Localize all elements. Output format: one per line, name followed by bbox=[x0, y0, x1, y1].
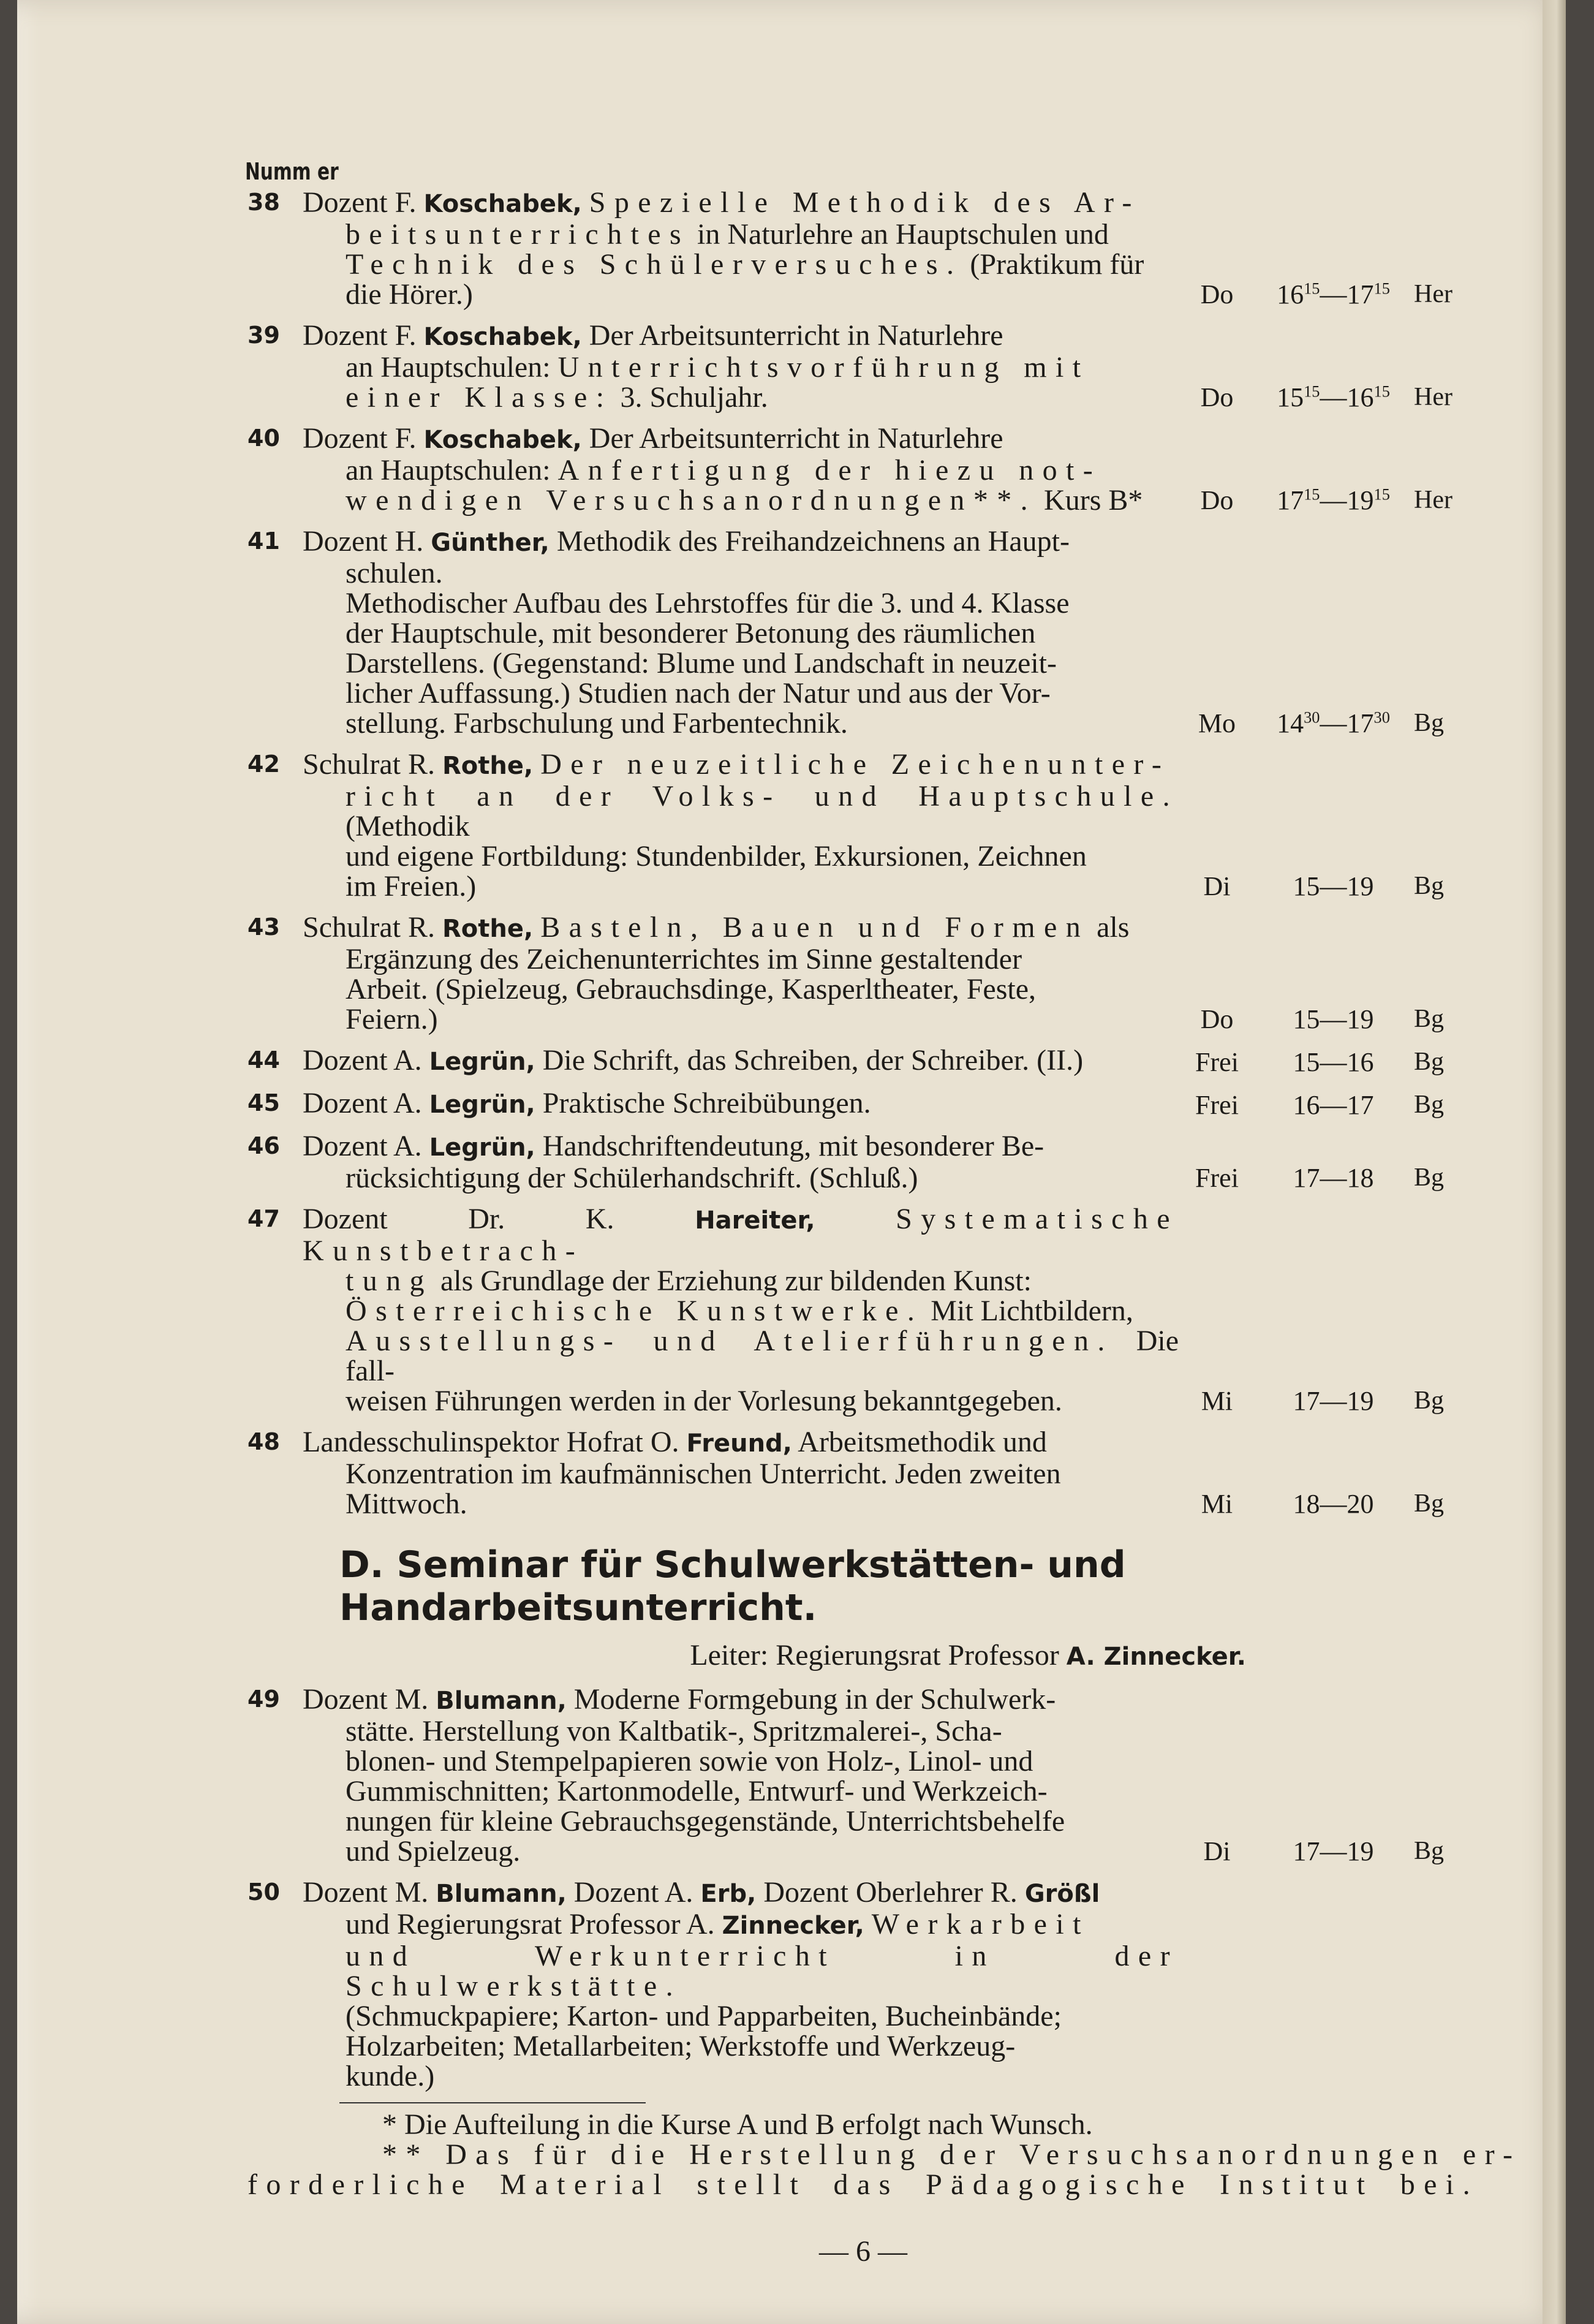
course-entry bbox=[247, 187, 1479, 309]
description-line bbox=[303, 1684, 1179, 1716]
text-segment: beitsunterrichtes bbox=[346, 218, 690, 251]
text-segment: Arbeit. (Spielzeug, Gebrauchsdinge, Kasperltheater, Feste, bbox=[346, 973, 1037, 1005]
time-start: 16 bbox=[1293, 1090, 1320, 1120]
footnote-2-line-2: forderliche Material stellt das Pädagogische Institut bei. bbox=[247, 2168, 1479, 2201]
time-end: 19 bbox=[1347, 485, 1374, 515]
description-line bbox=[303, 1004, 1179, 1034]
description-line bbox=[303, 841, 1179, 871]
text-segment: Spezielle Methodik des Ar- bbox=[589, 186, 1141, 219]
description-line bbox=[303, 526, 1179, 558]
description-line bbox=[303, 1716, 1179, 1746]
text-segment: in Naturlehre an Hauptschulen und bbox=[690, 218, 1109, 251]
lecturer-title: Schulrat R. bbox=[303, 911, 442, 944]
footnote-rule bbox=[339, 2102, 646, 2103]
time-start: 16 bbox=[1277, 279, 1304, 309]
time-end: 19 bbox=[1347, 1836, 1374, 1866]
description-line bbox=[303, 1877, 1179, 1909]
text-segment: einer Klasse: bbox=[346, 381, 613, 414]
lecturer-name: Freund, bbox=[686, 1429, 792, 1458]
time-end: 16 bbox=[1347, 1047, 1374, 1077]
time-start: 17 bbox=[1293, 1836, 1320, 1866]
course-place: Bg bbox=[1414, 872, 1445, 900]
page-content bbox=[245, 158, 1522, 2268]
course-number: 41 bbox=[247, 528, 280, 555]
course-number: 46 bbox=[247, 1132, 280, 1159]
description-line bbox=[303, 1427, 1179, 1459]
description-line bbox=[303, 1489, 1179, 1519]
text-segment: blonen- und Stempelpapieren sowie von Holz-, Linol- und bbox=[346, 1745, 1033, 1777]
description-line bbox=[303, 974, 1179, 1004]
course-time bbox=[1255, 279, 1411, 309]
description-line bbox=[303, 944, 1179, 974]
text-segment: richt an der Volks- und Hauptschule. bbox=[346, 780, 1179, 812]
lecturer-title: Dozent A. bbox=[303, 1130, 429, 1162]
lecturer-title: Schulrat R. bbox=[303, 748, 442, 781]
course-place: Bg bbox=[1414, 1489, 1445, 1518]
text-segment: Anfertigung der hiezu not- bbox=[557, 454, 1102, 486]
course-description bbox=[303, 1131, 1179, 1193]
time-start: 15 bbox=[1277, 382, 1304, 412]
leader-prefix: Leiter: Regierungsrat Professor bbox=[690, 1639, 1059, 1671]
lecturer-title: Dozent H. bbox=[303, 525, 431, 558]
text-segment: Dozent Oberlehrer R. bbox=[756, 1876, 1025, 1909]
course-place: Bg bbox=[1414, 1005, 1445, 1033]
time-dash: — bbox=[1320, 1047, 1347, 1077]
course-entry bbox=[247, 1204, 1479, 1416]
text-segment: Moderne Formgebung in der Schulwerk- bbox=[573, 1683, 1056, 1716]
description-line bbox=[303, 382, 1179, 412]
time-start: 18 bbox=[1293, 1489, 1320, 1519]
description-line bbox=[303, 352, 1179, 382]
text-segment: Werkarbeit bbox=[871, 1908, 1090, 1940]
description-line bbox=[303, 485, 1179, 515]
text-segment: Basteln, Bauen und Formen bbox=[540, 911, 1090, 944]
adjacent-page-edge bbox=[1543, 0, 1566, 2324]
course-day: Di bbox=[1203, 871, 1231, 901]
text-segment: der Hauptschule, mit besonderer Betonung des räumlichen bbox=[346, 617, 1036, 649]
course-description bbox=[303, 912, 1179, 1034]
text-segment: Unterrichtsvorführung mit bbox=[557, 351, 1090, 384]
time-end-minutes: 15 bbox=[1373, 382, 1390, 401]
time-start: 15 bbox=[1293, 871, 1320, 901]
course-day: Do bbox=[1200, 279, 1234, 309]
course-entry bbox=[247, 912, 1479, 1034]
text-segment: Ausstellungs- und Atelierführungen. bbox=[346, 1325, 1114, 1357]
text-segment: kunde.) bbox=[346, 2060, 435, 2092]
lecturer-title: Dozent Dr. K. bbox=[303, 1203, 695, 1235]
course-entry bbox=[247, 1427, 1479, 1519]
course-number: 40 bbox=[247, 425, 280, 452]
text-segment: tung bbox=[346, 1265, 433, 1297]
description-line bbox=[303, 1163, 1179, 1193]
course-time bbox=[1255, 1386, 1411, 1416]
description-line bbox=[303, 423, 1179, 455]
course-time bbox=[1255, 1163, 1411, 1193]
lecturer-name: Legrün, bbox=[429, 1091, 535, 1119]
text-segment: Zinnecker, bbox=[722, 1912, 864, 1940]
description-line bbox=[303, 249, 1179, 279]
lecturer-title: Dozent F. bbox=[303, 186, 424, 219]
course-entry bbox=[247, 1684, 1479, 1866]
description-line bbox=[303, 871, 1179, 901]
lecturer-title: Dozent F. bbox=[303, 319, 424, 352]
text-segment: weisen Führungen werden in der Vorlesung bekanntgegeben. bbox=[346, 1385, 1062, 1417]
description-line bbox=[303, 618, 1179, 648]
course-entry bbox=[247, 1045, 1479, 1077]
text-segment: Die Schrift, das Schreiben, der Schreiber. (II.) bbox=[542, 1044, 1084, 1077]
lecturer-name: Rothe, bbox=[442, 752, 534, 780]
lecturer-name: Blumann, bbox=[436, 1687, 567, 1715]
description-line bbox=[303, 1909, 1179, 1941]
description-line bbox=[303, 912, 1179, 944]
description-line bbox=[303, 187, 1179, 219]
text-segment: und Spielzeug. bbox=[346, 1835, 521, 1868]
time-end: 16 bbox=[1347, 382, 1374, 412]
text-segment: (Methodik bbox=[346, 810, 470, 842]
time-end: 18 bbox=[1347, 1163, 1374, 1193]
text-segment: Methodischer Aufbau des Lehrstoffes für die 3. und 4. Klasse bbox=[346, 587, 1070, 619]
text-segment: Der Arbeitsunterricht in Naturlehre bbox=[589, 319, 1003, 352]
time-end: 19 bbox=[1347, 871, 1374, 901]
time-dash: — bbox=[1320, 871, 1347, 901]
lecturer-name: Koschabek, bbox=[423, 426, 582, 454]
text-segment bbox=[864, 1908, 872, 1940]
description-line bbox=[303, 1459, 1179, 1489]
course-description bbox=[303, 1204, 1179, 1416]
text-segment: an Hauptschulen: bbox=[346, 351, 558, 384]
text-segment: Technik des Schülerversuches. bbox=[346, 248, 963, 281]
course-entry bbox=[247, 320, 1479, 412]
text-segment: Gummischnitten; Kartonmodelle, Entwurf- und Werkzeich- bbox=[346, 1775, 1048, 1807]
course-description bbox=[303, 1877, 1179, 2091]
time-dash: — bbox=[1320, 279, 1347, 309]
course-number: 38 bbox=[247, 189, 280, 216]
description-line bbox=[303, 1386, 1179, 1416]
description-line bbox=[303, 781, 1179, 841]
text-segment: stellung. Farbschulung und Farbentechnik. bbox=[346, 707, 848, 740]
lecturer-name: Koschabek, bbox=[423, 323, 582, 351]
time-end: 19 bbox=[1347, 1386, 1374, 1416]
course-day: Do bbox=[1200, 382, 1234, 412]
description-line bbox=[303, 749, 1179, 781]
text-segment: Praktische Schreibübungen. bbox=[542, 1087, 871, 1119]
course-place: Bg bbox=[1414, 1837, 1445, 1865]
course-time bbox=[1255, 1489, 1411, 1519]
text-segment: Mittwoch. bbox=[346, 1488, 467, 1520]
course-place: Bg bbox=[1414, 709, 1445, 737]
course-time bbox=[1255, 871, 1411, 901]
description-line bbox=[303, 1326, 1179, 1386]
text-segment: Größl bbox=[1024, 1880, 1100, 1908]
text-segment: Kurs B* bbox=[1037, 484, 1143, 517]
course-day: Mo bbox=[1198, 708, 1236, 738]
lecturer-name: Blumann, bbox=[436, 1880, 567, 1908]
course-day: Frei bbox=[1195, 1047, 1239, 1077]
text-segment: (Praktikum für bbox=[962, 248, 1144, 281]
time-end-minutes: 15 bbox=[1373, 485, 1390, 504]
page-number: — 6 — bbox=[819, 2235, 907, 2268]
course-entry bbox=[247, 749, 1479, 901]
time-end: 17 bbox=[1347, 708, 1374, 738]
course-number: 45 bbox=[247, 1089, 280, 1116]
description-line bbox=[303, 2001, 1179, 2031]
text-segment: (Schmuckpapiere; Karton- und Papparbeiten, Bucheinbände; bbox=[346, 2000, 1062, 2032]
course-entry bbox=[247, 1131, 1479, 1193]
text-segment: im Freien.) bbox=[346, 870, 477, 903]
course-entry bbox=[247, 423, 1479, 515]
course-time bbox=[1255, 382, 1411, 412]
text-segment: wendigen Versuchsanordnungen**. bbox=[346, 484, 1037, 517]
time-start: 15 bbox=[1293, 1004, 1320, 1034]
text-segment: stätte. Herstellung von Kaltbatik-, Spritzmalerei-, Scha- bbox=[346, 1715, 1002, 1747]
course-entry bbox=[247, 526, 1479, 738]
footnote-1: * Die Aufteilung in die Kurse A und B erfolgt nach Wunsch. bbox=[382, 2108, 1093, 2141]
course-description bbox=[303, 423, 1179, 515]
course-description bbox=[303, 320, 1179, 412]
time-end: 19 bbox=[1347, 1004, 1374, 1034]
text-segment: Feiern.) bbox=[346, 1003, 438, 1035]
course-description bbox=[303, 526, 1179, 738]
description-line bbox=[303, 1045, 1179, 1077]
course-number: 42 bbox=[247, 751, 280, 778]
lecturer-name: Legrün, bbox=[429, 1048, 535, 1076]
text-segment: die Hörer.) bbox=[346, 278, 473, 311]
text-segment: Dozent A. bbox=[573, 1876, 701, 1909]
description-line bbox=[303, 455, 1179, 485]
time-dash: — bbox=[1320, 1489, 1347, 1519]
course-time bbox=[1255, 1004, 1411, 1034]
lecturer-name: Koschabek, bbox=[423, 190, 582, 218]
time-dash: — bbox=[1320, 1836, 1347, 1866]
description-line bbox=[303, 2061, 1179, 2091]
text-segment: licher Auffassung.) Studien nach der Natur und aus der Vor- bbox=[346, 677, 1051, 710]
course-description bbox=[303, 1684, 1179, 1866]
text-segment: und eigene Fortbildung: Stundenbilder, Exkursionen, Zeichnen bbox=[346, 840, 1087, 872]
time-dash: — bbox=[1320, 382, 1347, 412]
course-number: 47 bbox=[247, 1205, 280, 1232]
time-end: 17 bbox=[1347, 279, 1374, 309]
lecturer-title: Dozent M. bbox=[303, 1876, 436, 1909]
text-segment: Österreichische Kunstwerke. bbox=[346, 1295, 924, 1327]
course-description bbox=[303, 1045, 1179, 1077]
page bbox=[17, 0, 1566, 2324]
course-description bbox=[303, 187, 1179, 309]
course-place: Her bbox=[1414, 280, 1452, 308]
time-start-minutes: 15 bbox=[1304, 485, 1320, 504]
text-segment: 3. Schuljahr. bbox=[613, 381, 768, 414]
time-dash: — bbox=[1320, 1090, 1347, 1120]
course-number: 44 bbox=[247, 1047, 280, 1073]
lecturer-title: Dozent M. bbox=[303, 1683, 436, 1716]
text-segment: Ergänzung des Zeichenunterrichtes im Sinne gestaltender bbox=[346, 943, 1022, 975]
course-entry bbox=[247, 1877, 1479, 2091]
course-day: Do bbox=[1200, 1004, 1234, 1034]
course-number: 43 bbox=[247, 914, 280, 941]
course-entry bbox=[247, 1088, 1479, 1120]
text-segment: als bbox=[1089, 911, 1130, 944]
section-title: D. Seminar für Schulwerkstätten- und Handarbeitsunterricht. bbox=[339, 1543, 1126, 1629]
text-segment: nungen für kleine Gebrauchsgegenstände, Unterrichtsbehelfe bbox=[346, 1805, 1065, 1838]
description-line bbox=[303, 1806, 1179, 1836]
course-day: Mi bbox=[1201, 1386, 1233, 1416]
text-segment: Arbeitsmethodik und bbox=[798, 1426, 1047, 1458]
column-header-nummer: Numm er bbox=[245, 158, 339, 185]
text-segment: schulen. bbox=[346, 557, 443, 589]
text-segment: Mit Lichtbildern, bbox=[923, 1295, 1133, 1327]
time-start-minutes: 15 bbox=[1304, 382, 1320, 401]
time-start: 17 bbox=[1293, 1386, 1320, 1416]
text-segment: Der neuzeitliche Zeichenunter- bbox=[540, 748, 1171, 781]
description-line bbox=[303, 1266, 1179, 1296]
description-line bbox=[303, 1131, 1179, 1163]
lecturer-name: Legrün, bbox=[429, 1134, 535, 1162]
time-dash: — bbox=[1320, 485, 1347, 515]
text-segment: Darstellens. (Gegenstand: Blume und Landschaft in neuzeit- bbox=[346, 647, 1057, 679]
course-place: Bg bbox=[1414, 1164, 1445, 1192]
course-place: Bg bbox=[1414, 1048, 1445, 1076]
time-end: 20 bbox=[1347, 1489, 1374, 1519]
description-line bbox=[303, 558, 1179, 588]
text-segment: Systematische Kunstbetrach- bbox=[303, 1203, 1179, 1267]
time-dash: — bbox=[1320, 708, 1347, 738]
description-line bbox=[303, 708, 1179, 738]
course-description bbox=[303, 1427, 1179, 1519]
lecturer-name: Hareiter, bbox=[695, 1206, 815, 1235]
lecturer-title: Dozent A. bbox=[303, 1087, 429, 1119]
time-start-minutes: 30 bbox=[1304, 708, 1320, 727]
course-description bbox=[303, 749, 1179, 901]
text-segment: Der Arbeitsunterricht in Naturlehre bbox=[589, 422, 1003, 455]
text-segment: und Regierungsrat Professor A. bbox=[346, 1908, 722, 1940]
time-start: 15 bbox=[1293, 1047, 1320, 1077]
section-leader bbox=[247, 1640, 1479, 1672]
course-time bbox=[1255, 708, 1411, 738]
course-number: 49 bbox=[247, 1686, 280, 1713]
text-segment: Die fall- bbox=[346, 1325, 1179, 1387]
time-dash: — bbox=[1320, 1163, 1347, 1193]
text-segment: als Grundlage der Erziehung zur bildenden Kunst: bbox=[432, 1265, 1032, 1297]
course-description bbox=[303, 1088, 1179, 1120]
course-list bbox=[247, 187, 1479, 1519]
text-segment: Holzarbeiten; Metallarbeiten; Werkstoffe und Werkzeug- bbox=[346, 2030, 1016, 2062]
leader-name: A. Zinnecker. bbox=[1066, 1643, 1246, 1671]
course-number: 48 bbox=[247, 1428, 280, 1455]
course-time bbox=[1255, 1836, 1411, 1866]
time-end: 17 bbox=[1347, 1090, 1374, 1120]
course-number: 50 bbox=[247, 1879, 280, 1906]
time-start-minutes: 15 bbox=[1304, 279, 1320, 298]
description-line bbox=[303, 588, 1179, 618]
course-place: Bg bbox=[1414, 1091, 1445, 1119]
lecturer-title: Dozent A. bbox=[303, 1044, 429, 1077]
course-place: Bg bbox=[1414, 1387, 1445, 1415]
text-segment: Konzentration im kaufmännischen Unterricht. Jeden zweiten bbox=[346, 1458, 1061, 1490]
lecturer-title: Dozent F. bbox=[303, 422, 424, 455]
course-time bbox=[1255, 485, 1411, 515]
course-day: Mi bbox=[1201, 1489, 1233, 1519]
lecturer-name: Günther, bbox=[431, 529, 550, 557]
time-dash: — bbox=[1320, 1004, 1347, 1034]
text-segment: an Hauptschulen: bbox=[346, 454, 558, 486]
lecturer-title: Landesschulinspektor Hofrat O. bbox=[303, 1426, 687, 1458]
footnote-2-line-1: ** Das für die Herstellung der Versuchsanordnungen er- bbox=[382, 2138, 1522, 2171]
lecturer-name: Rothe, bbox=[442, 915, 534, 943]
time-end-minutes: 30 bbox=[1373, 708, 1390, 727]
text-segment: Handschriftendeutung, mit besonderer Be- bbox=[542, 1130, 1044, 1162]
description-line bbox=[303, 1836, 1179, 1866]
description-line bbox=[303, 1204, 1179, 1266]
description-line bbox=[303, 1296, 1179, 1326]
course-day: Di bbox=[1203, 1836, 1231, 1866]
course-time bbox=[1255, 1090, 1411, 1120]
description-line bbox=[303, 279, 1179, 309]
time-dash: — bbox=[1320, 1386, 1347, 1416]
course-list-seminar bbox=[247, 1684, 1479, 2091]
description-line bbox=[303, 1746, 1179, 1776]
description-line bbox=[303, 219, 1179, 249]
course-day: Frei bbox=[1195, 1163, 1239, 1193]
time-start: 17 bbox=[1293, 1163, 1320, 1193]
text-segment: Methodik des Freihandzeichnens an Haupt- bbox=[556, 525, 1070, 558]
course-place: Her bbox=[1414, 383, 1452, 411]
course-time bbox=[1255, 1047, 1411, 1077]
course-day: Frei bbox=[1195, 1090, 1239, 1120]
course-place: Her bbox=[1414, 486, 1452, 514]
time-start: 14 bbox=[1277, 708, 1304, 738]
description-line bbox=[303, 648, 1179, 678]
description-line bbox=[303, 678, 1179, 708]
description-line bbox=[303, 1776, 1179, 1806]
course-day: Do bbox=[1200, 485, 1234, 515]
description-line bbox=[303, 1941, 1179, 2001]
course-number: 39 bbox=[247, 322, 280, 349]
time-end-minutes: 15 bbox=[1373, 279, 1390, 298]
description-line bbox=[303, 2031, 1179, 2061]
description-line bbox=[303, 320, 1179, 352]
description-line bbox=[303, 1088, 1179, 1120]
text-segment: und Werkunterricht in der Schulwerkstätte. bbox=[346, 1940, 1179, 2002]
text-segment: rücksichtigung der Schülerhandschrift. (Schluß.) bbox=[346, 1162, 918, 1194]
time-start: 17 bbox=[1277, 485, 1304, 515]
text-segment: Erb, bbox=[700, 1880, 757, 1908]
